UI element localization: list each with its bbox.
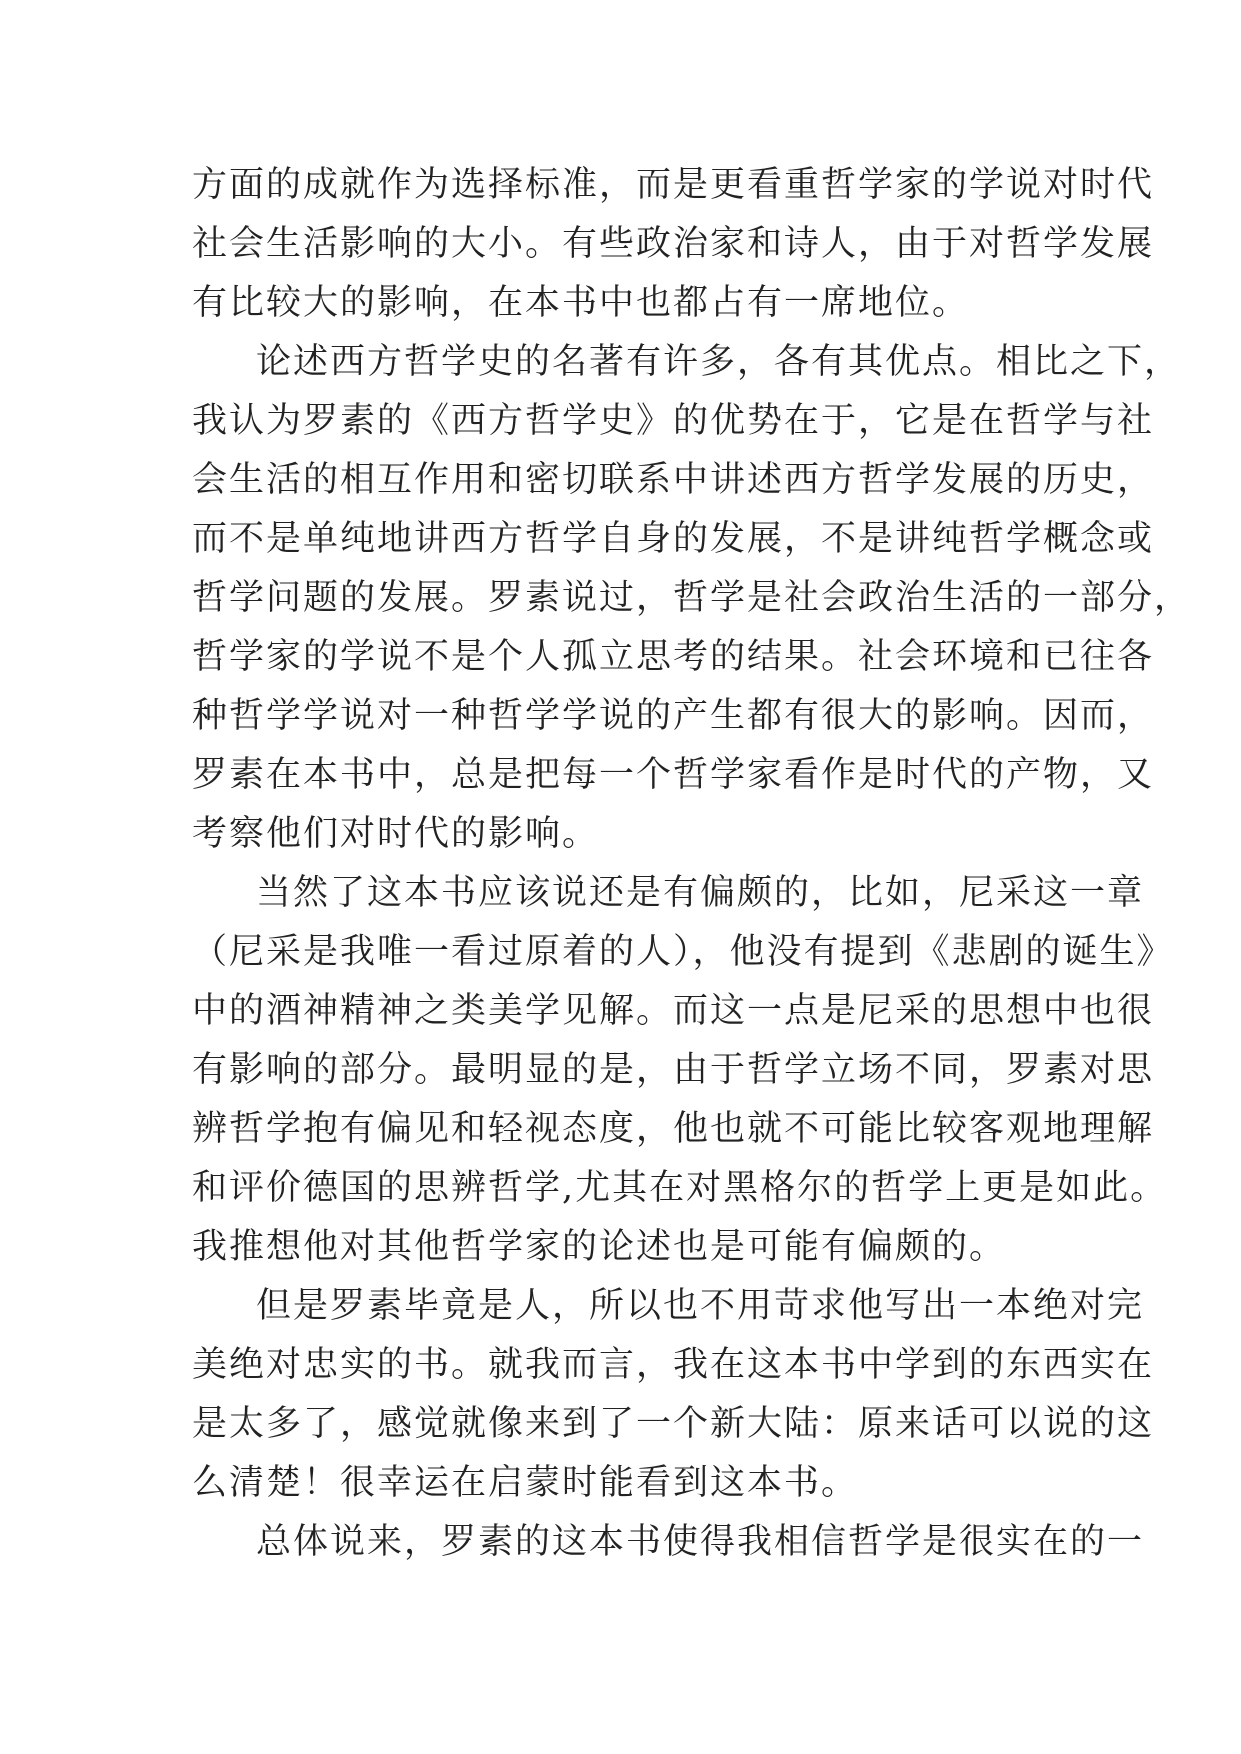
text-line: 是太多了，感觉就像来到了一个新大陆：原来话可以说的这	[192, 1404, 1155, 1444]
text-line: 哲学家的学说不是个人孤立思考的结果。社会环境和已往各	[192, 637, 1155, 677]
text-line: 会生活的相互作用和密切联系中讲述西方哲学发展的历史，	[192, 460, 1155, 500]
text-line: 有影响的部分。最明显的是，由于哲学立场不同，罗素对思	[192, 1050, 1155, 1090]
text-line: 美绝对忠实的书。就我而言，我在这本书中学到的东西实在	[192, 1345, 1155, 1385]
text-line: 考察他们对时代的影响。	[192, 814, 600, 854]
text-line: 辨哲学抱有偏见和轻视态度，他也就不可能比较客观地理解	[192, 1109, 1155, 1149]
text-line: 社会生活影响的大小。有些政治家和诗人，由于对哲学发展	[192, 224, 1155, 264]
text-line: 总体说来，罗素的这本书使得我相信哲学是很实在的一	[256, 1522, 1145, 1562]
text-line: 而不是单纯地讲西方哲学自身的发展，不是讲纯哲学概念或	[192, 519, 1155, 559]
text-line: 中的酒神精神之类美学见解。而这一点是尼采的思想中也很	[192, 991, 1155, 1031]
text-line: 我推想他对其他哲学家的论述也是可能有偏颇的。	[192, 1227, 1007, 1267]
text-line: 论述西方哲学史的名著有许多，各有其优点。相比之下，	[256, 342, 1182, 382]
text-line: 但是罗素毕竟是人，所以也不用苛求他写出一本绝对完	[256, 1286, 1145, 1326]
text-line: 和评价德国的思辨哲学,尤其在对黑格尔的哲学上更是如此。	[192, 1168, 1168, 1208]
text-line: 罗素在本书中，总是把每一个哲学家看作是时代的产物，又	[192, 755, 1155, 795]
text-line: 哲学问题的发展。罗素说过，哲学是社会政治生活的一部分，	[192, 578, 1192, 618]
text-line: 我认为罗素的《西方哲学史》的优势在于，它是在哲学与社	[192, 401, 1155, 441]
text-line: 么清楚！很幸运在启蒙时能看到这本书。	[192, 1463, 859, 1503]
text-line: 当然了这本书应该说还是有偏颇的，比如，尼采这一章	[256, 873, 1145, 913]
text-line: 种哲学学说对一种哲学学说的产生都有很大的影响。因而，	[192, 696, 1155, 736]
text-line: 方面的成就作为选择标准，而是更看重哲学家的学说对时代	[192, 165, 1155, 205]
text-line: （尼采是我唯一看过原着的人），他没有提到《悲剧的诞生》	[192, 932, 1174, 972]
text-line: 有比较大的影响，在本书中也都占有一席地位。	[192, 283, 970, 323]
body-text	[192, 156, 1192, 1572]
